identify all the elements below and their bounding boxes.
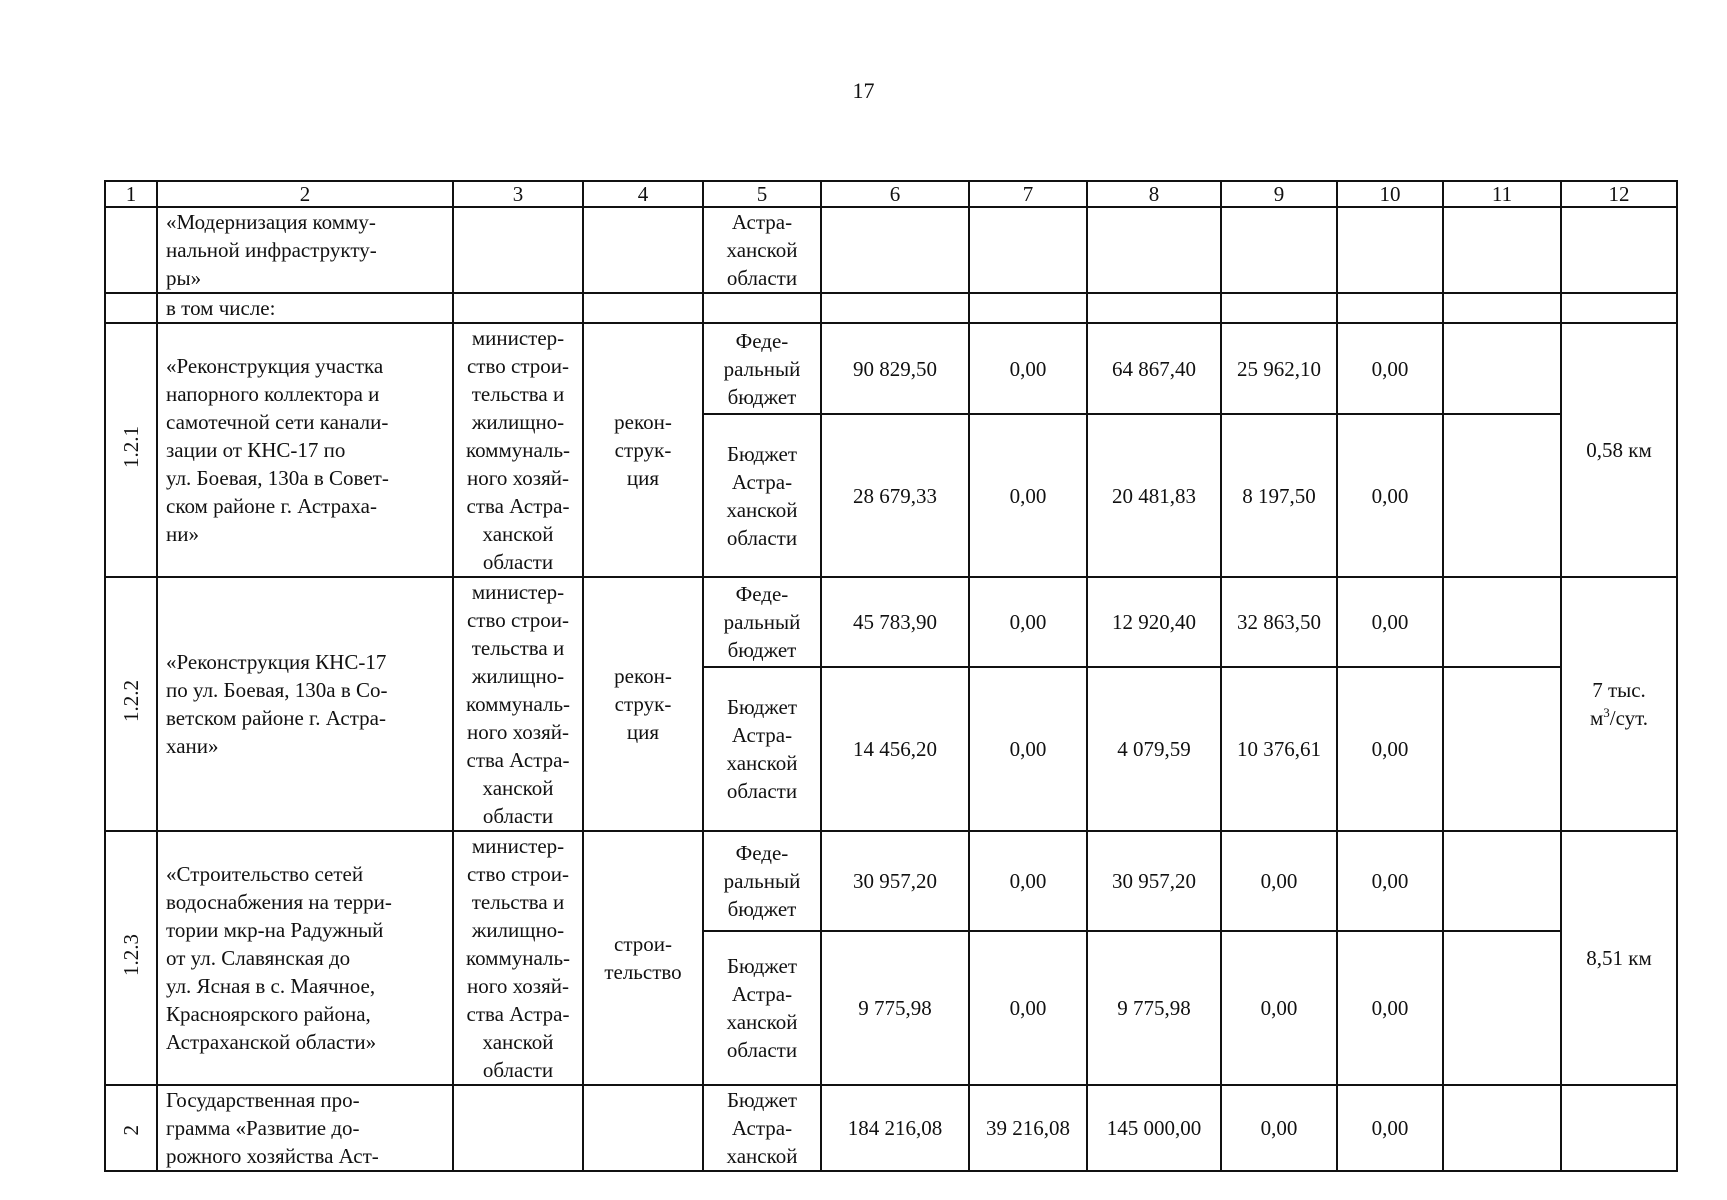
value-cell: 30 957,20 — [821, 831, 969, 931]
including-label: в том числе: — [157, 293, 453, 323]
value-cell: 90 829,50 — [821, 323, 969, 414]
header-cell: 10 — [1337, 181, 1443, 207]
item-name: «Реконструкция КНС-17 по ул. Боевая, 130а в Со- ветском районе г. Астра- хани» — [157, 577, 453, 831]
value-cell — [1443, 577, 1561, 667]
value-cell: 0,00 — [1337, 831, 1443, 931]
header-cell: 2 — [157, 181, 453, 207]
value-cell: 64 867,40 — [1087, 323, 1221, 414]
including-row — [105, 293, 1677, 323]
empty-cell — [105, 207, 157, 293]
intro-row — [105, 207, 1677, 293]
header-cell: 1 — [105, 181, 157, 207]
value-cell: 39 216,08 — [969, 1085, 1087, 1171]
value-cell: 12 920,40 — [1087, 577, 1221, 667]
value-cell: 0,00 — [1221, 1085, 1337, 1171]
item-number: 2 — [105, 1085, 157, 1171]
item-number: 1.2.1 — [105, 323, 157, 577]
item-type: рекон- струк- ция — [583, 323, 703, 577]
funding-source: Феде- ральный бюджет — [703, 831, 821, 931]
value-cell: 0,00 — [969, 667, 1087, 831]
empty-cell — [583, 207, 703, 293]
header-cell: 11 — [1443, 181, 1561, 207]
item-type: строи- тельство — [583, 831, 703, 1085]
value-cell: 0,00 — [1221, 931, 1337, 1085]
value-cell: 10 376,61 — [1221, 667, 1337, 831]
funding-source: Феде- ральный бюджет — [703, 577, 821, 667]
value-cell — [1443, 414, 1561, 577]
item-executor: министер- ство строи- тельства и жилищно- коммуналь- ного хозяй- ства Астра- ханской области — [453, 577, 583, 831]
value-cell — [1443, 831, 1561, 931]
funding-source: Бюджет Астра- ханской области — [703, 414, 821, 577]
value-cell: 25 962,10 — [1221, 323, 1337, 414]
item-result: 0,58 км — [1561, 323, 1677, 577]
value-cell: 0,00 — [1337, 323, 1443, 414]
header-cell: 7 — [969, 181, 1087, 207]
item-result: 8,51 км — [1561, 831, 1677, 1085]
item-executor: министер- ство строи- тельства и жилищно- коммуналь- ного хозяй- ства Астра- ханской области — [453, 831, 583, 1085]
item-name: «Реконструкция участка напорного коллектора и самотечной сети канали- зации от КНС-17 по ул. Боевая, 130а в Совет- ском районе г. Астраха- ни» — [157, 323, 453, 577]
header-cell: 4 — [583, 181, 703, 207]
value-cell: 0,00 — [1337, 414, 1443, 577]
header-cell: 3 — [453, 181, 583, 207]
value-cell: 0,00 — [969, 931, 1087, 1085]
item-name: Государственная про- грамма «Развитие до- рожного хозяйства Аст- — [157, 1085, 453, 1171]
budget-source: Астра- ханской области — [703, 207, 821, 293]
value-cell: 9 775,98 — [821, 931, 969, 1085]
value-cell: 45 783,90 — [821, 577, 969, 667]
header-cell: 12 — [1561, 181, 1677, 207]
value-cell: 32 863,50 — [1221, 577, 1337, 667]
value-cell: 145 000,00 — [1087, 1085, 1221, 1171]
empty-cell — [453, 207, 583, 293]
funding-source: Феде- ральный бюджет — [703, 323, 821, 414]
value-cell — [1443, 323, 1561, 414]
program-title: «Модернизация комму- нальной инфраструкту- ры» — [157, 207, 453, 293]
value-cell: 0,00 — [1337, 931, 1443, 1085]
header-cell: 5 — [703, 181, 821, 207]
item-number: 1.2.2 — [105, 577, 157, 831]
item-number: 1.2.3 — [105, 831, 157, 1085]
value-cell: 0,00 — [1221, 831, 1337, 931]
header-cell: 8 — [1087, 181, 1221, 207]
value-cell: 0,00 — [1337, 577, 1443, 667]
header-row — [105, 181, 1677, 207]
value-cell: 0,00 — [969, 577, 1087, 667]
value-cell: 0,00 — [969, 323, 1087, 414]
item-result: 7 тыс. $м^3$/сут. — [1561, 577, 1677, 831]
value-cell: 28 679,33 — [821, 414, 969, 577]
value-cell: 0,00 — [1337, 1085, 1443, 1171]
value-cell: 20 481,83 — [1087, 414, 1221, 577]
table-row — [105, 577, 1677, 667]
value-cell: 9 775,98 — [1087, 931, 1221, 1085]
table-row — [105, 323, 1677, 414]
value-cell — [1443, 931, 1561, 1085]
value-cell: 0,00 — [969, 414, 1087, 577]
value-cell: 0,00 — [1337, 667, 1443, 831]
value-cell: 4 079,59 — [1087, 667, 1221, 831]
funding-source: Бюджет Астра- ханской области — [703, 931, 821, 1085]
table-row — [105, 1085, 1677, 1171]
page-number: 17 — [852, 78, 875, 103]
value-cell: 184 216,08 — [821, 1085, 969, 1171]
header-cell: 6 — [821, 181, 969, 207]
value-cell: 8 197,50 — [1221, 414, 1337, 577]
item-type: рекон- струк- ция — [583, 577, 703, 831]
program-table — [104, 180, 1678, 1172]
value-cell: 30 957,20 — [1087, 831, 1221, 931]
table-row — [105, 831, 1677, 931]
value-cell: 14 456,20 — [821, 667, 969, 831]
value-cell: 0,00 — [969, 831, 1087, 931]
funding-source: Бюджет Астра- ханской области — [703, 667, 821, 831]
header-cell: 9 — [1221, 181, 1337, 207]
funding-source: Бюджет Астра- ханской — [703, 1085, 821, 1171]
value-cell — [1443, 667, 1561, 831]
item-executor: министер- ство строи- тельства и жилищно- коммуналь- ного хозяй- ства Астра- ханской области — [453, 323, 583, 577]
item-name: «Строительство сетей водоснабжения на терри- тории мкр-на Радужный от ул. Славянская до ул. Ясная в с. Маячное, Красноярского района, Астраханской области» — [157, 831, 453, 1085]
